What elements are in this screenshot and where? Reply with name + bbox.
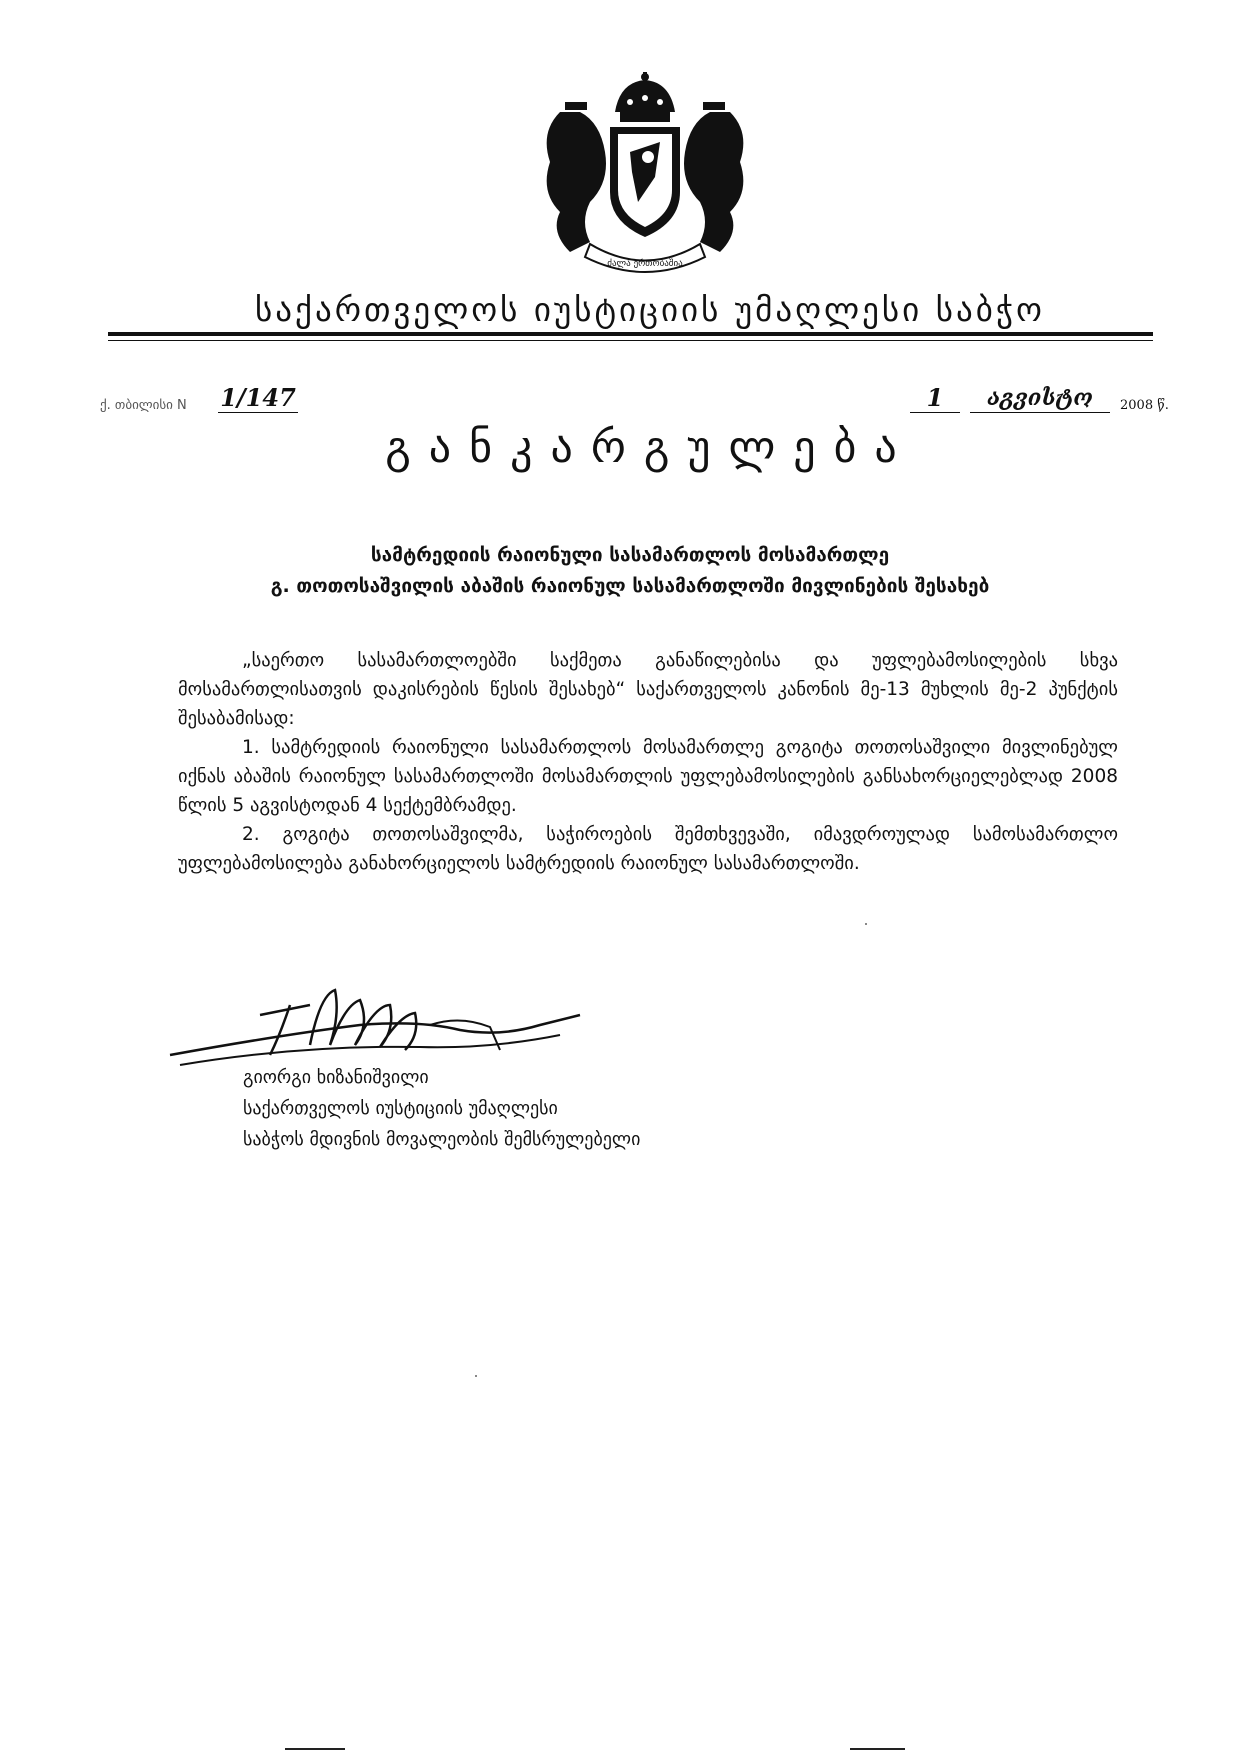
subject-heading bbox=[150, 540, 1110, 602]
date-day: 1 bbox=[910, 384, 960, 413]
number-label: ქ. თბილისი N bbox=[100, 398, 187, 413]
item-1-paragraph: 1. სამტრედიის რაიონული სასამართლოს მოსამართლე გოგიტა თოთოსაშვილი მივლინებულ იქნას აბაშის რაიონულ სასამართლოში მოსამართლის უფლებამოსილების განსახორციელებლად 2008 წლის 5 აგვისტოდან 4 სექტემბრამდე. bbox=[178, 737, 1118, 816]
signatory-position-line-2: საბჭოს მდივნის მოვალეობის შემსრულებელი bbox=[243, 1129, 641, 1150]
scan-mark bbox=[850, 1748, 905, 1750]
scan-speck bbox=[475, 1375, 477, 1377]
emblem-motto: ძალა ერთობაშია bbox=[607, 259, 683, 269]
scan-mark bbox=[285, 1748, 345, 1750]
signatory-name: გიორგი ხიზანიშვილი bbox=[243, 1067, 429, 1088]
organization-title: საქართველოს იუსტიციის უმაღლესი საბჭო bbox=[255, 290, 1045, 329]
decree-body bbox=[178, 646, 1118, 878]
left-lion-icon bbox=[547, 112, 606, 252]
subject-line-1: სამტრედიის რაიონული სასამართლოს მოსამართლე bbox=[370, 544, 890, 566]
header-rule-thick bbox=[108, 332, 1153, 336]
signatory-position-line-1: საქართველოს იუსტიციის უმაღლესი bbox=[243, 1098, 558, 1119]
crown-icon bbox=[615, 72, 675, 122]
document-meta bbox=[100, 383, 1180, 418]
date-year: 2008 წ. bbox=[1120, 398, 1169, 413]
right-lion-icon bbox=[684, 112, 743, 252]
scan-speck bbox=[865, 923, 867, 925]
signatory-block bbox=[243, 1062, 640, 1155]
date-month: აგვისტო bbox=[970, 384, 1110, 413]
coat-of-arms-emblem bbox=[520, 72, 770, 284]
subject-line-2: გ. თოთოსაშვილის აბაშის რაიონულ სასამართლოში მივლინების შესახებ bbox=[270, 575, 990, 597]
preamble-paragraph: „საერთო სასამართლოებში საქმეთა განაწილებისა და უფლებამოსილების სხვა მოსამართლისათვის დაკისრების წესის შესახებ“ საქართველოს კანონის მე-13 მუხლის მე-2 პუნქტის შესაბამისად: bbox=[178, 650, 1118, 729]
header-rule-thin bbox=[108, 340, 1153, 341]
item-2-paragraph: 2. გოგიტა თოთოსაშვილმა, საჭიროების შემთხვევაში, იმავდროულად სამოსამართლო უფლებამოსილება განახორციელოს სამტრედიის რაიონულ სასამართლოში. bbox=[178, 824, 1118, 874]
document-type-heading: განკარგულება bbox=[385, 422, 915, 473]
document-number: 1/147 bbox=[218, 384, 298, 413]
